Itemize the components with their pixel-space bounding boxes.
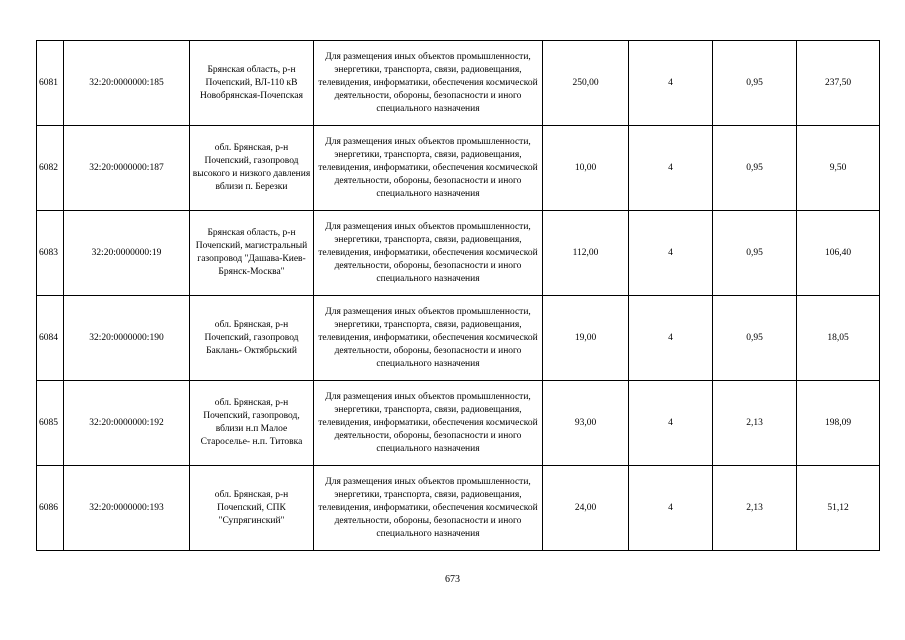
amount-cell: 18,05 [797,296,880,381]
cadastral-number: 32:20:0000000:190 [64,296,190,381]
area-cell: 250,00 [543,41,629,126]
row-number: 6082 [37,126,64,211]
table-row [37,211,880,296]
table-row [37,466,880,551]
row-number: 6085 [37,381,64,466]
location-cell: обл. Брянская, р-н Почепский, газопровод высокого и низкого давления вблизи п. Березки [190,126,314,211]
amount-cell: 9,50 [797,126,880,211]
cadastral-number: 32:20:0000000:185 [64,41,190,126]
location-cell: Брянская область, р-н Почепский, магистральный газопровод "Дашава-Киев-Брянск-Москва" [190,211,314,296]
area-cell: 112,00 [543,211,629,296]
purpose-cell: Для размещения иных объектов промышленности, энергетики, транспорта, связи, радиовещания, телевидения, информатики, обеспечения космической деятельности, обороны, безопасности и иного специального назначения [314,211,543,296]
amount-cell: 198,09 [797,381,880,466]
group-cell: 4 [629,381,713,466]
page-number: 673 [445,574,460,585]
group-cell: 4 [629,126,713,211]
group-cell: 4 [629,466,713,551]
area-cell: 10,00 [543,126,629,211]
table-row [37,41,880,126]
amount-cell: 237,50 [797,41,880,126]
row-number: 6081 [37,41,64,126]
area-cell: 19,00 [543,296,629,381]
table-row [37,126,880,211]
rate-cell: 2,13 [713,381,797,466]
land-registry-table [36,40,880,551]
table-body [37,41,880,551]
cadastral-number: 32:20:0000000:193 [64,466,190,551]
table-row [37,296,880,381]
cadastral-number: 32:20:0000000:187 [64,126,190,211]
rate-cell: 0,95 [713,211,797,296]
rate-cell: 0,95 [713,296,797,381]
amount-cell: 106,40 [797,211,880,296]
purpose-cell: Для размещения иных объектов промышленности, энергетики, транспорта, связи, радиовещания, телевидения, информатики, обеспечения космической деятельности, обороны, безопасности и иного специального назначения [314,381,543,466]
row-number: 6083 [37,211,64,296]
area-cell: 93,00 [543,381,629,466]
cadastral-number: 32:20:0000000:19 [64,211,190,296]
group-cell: 4 [629,211,713,296]
purpose-cell: Для размещения иных объектов промышленности, энергетики, транспорта, связи, радиовещания, телевидения, информатики, обеспечения космической деятельности, обороны, безопасности и иного специального назначения [314,41,543,126]
location-cell: обл. Брянская, р-н Почепский, газопровод Баклань- Октябрьский [190,296,314,381]
purpose-cell: Для размещения иных объектов промышленности, энергетики, транспорта, связи, радиовещания, телевидения, информатики, обеспечения космической деятельности, обороны, безопасности и иного специального назначения [314,126,543,211]
amount-cell: 51,12 [797,466,880,551]
area-cell: 24,00 [543,466,629,551]
purpose-cell: Для размещения иных объектов промышленности, энергетики, транспорта, связи, радиовещания, телевидения, информатики, обеспечения космической деятельности, обороны, безопасности и иного специального назначения [314,296,543,381]
rate-cell: 0,95 [713,126,797,211]
group-cell: 4 [629,41,713,126]
purpose-cell: Для размещения иных объектов промышленности, энергетики, транспорта, связи, радиовещания, телевидения, информатики, обеспечения космической деятельности, обороны, безопасности и иного специального назначения [314,466,543,551]
location-cell: обл. Брянская, р-н Почепский, СПК "Супрягинский" [190,466,314,551]
row-number: 6084 [37,296,64,381]
group-cell: 4 [629,296,713,381]
location-cell: Брянская область, р-н Почепский, ВЛ-110 кВ Новобрянская-Почепская [190,41,314,126]
table-row [37,381,880,466]
location-cell: обл. Брянская, р-н Почепский, газопровод, вблизи н.п Малое Староселье- н.п. Титовка [190,381,314,466]
row-number: 6086 [37,466,64,551]
cadastral-number: 32:20:0000000:192 [64,381,190,466]
rate-cell: 0,95 [713,41,797,126]
rate-cell: 2,13 [713,466,797,551]
